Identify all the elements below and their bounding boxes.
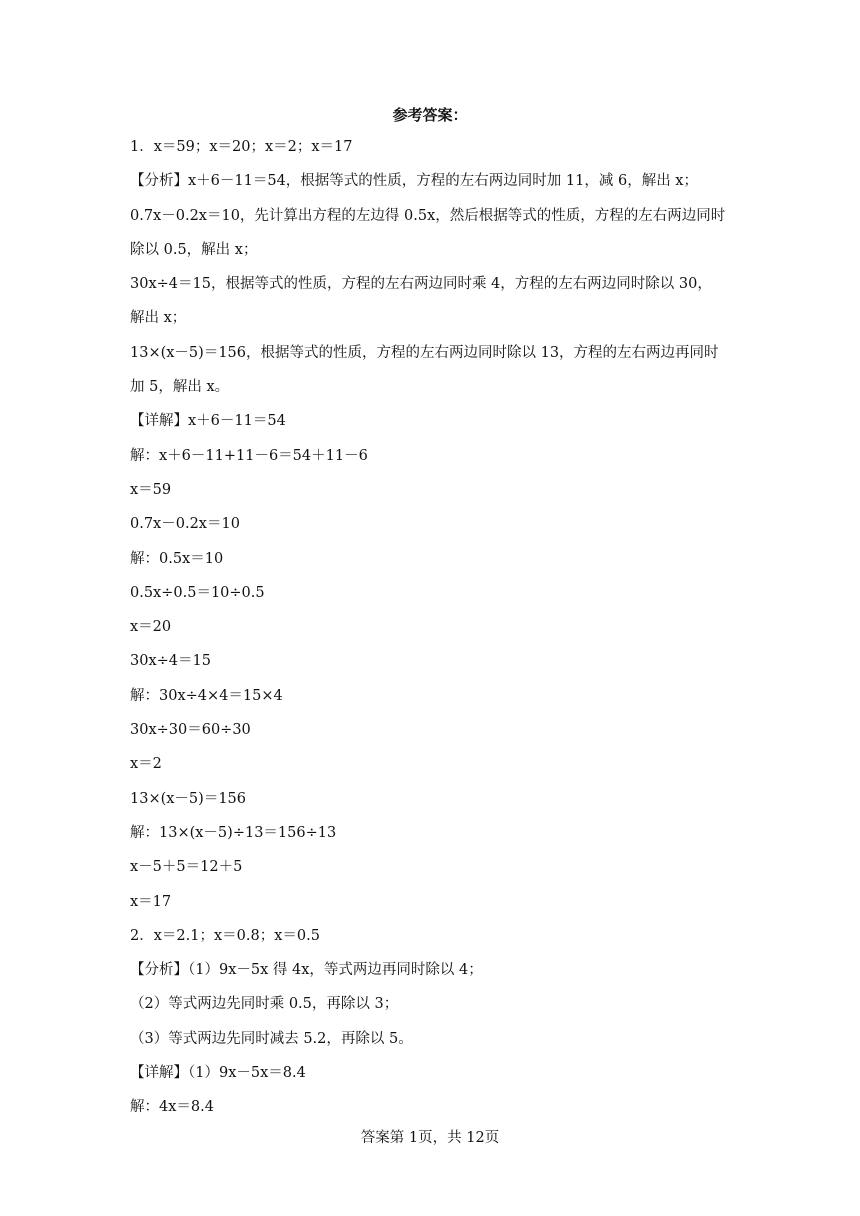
solution-line: 13×(x－5)＝156 xyxy=(130,790,246,807)
solution-line: x＝17 xyxy=(130,893,172,910)
analysis-line: （2）等式两边先同时乘 0.5，再除以 3； xyxy=(130,996,399,1013)
analysis-line: 【分析】（1）9x－5x 得 4x，等式两边再同时除以 4； xyxy=(130,962,483,979)
solution-line: x＝20 xyxy=(130,619,172,636)
solution-line: 30x÷30＝60÷30 xyxy=(130,722,251,739)
solution-line: 解：30x÷4×4＝15×4 xyxy=(130,687,283,704)
solution-line: 30x÷4＝15 xyxy=(130,653,211,670)
solution-line: 0.5x÷0.5＝10÷0.5 xyxy=(130,584,265,601)
analysis-line: 【分析】x＋6－11＝54，根据等式的性质，方程的左右两边同时加 11，减 6，解出 x； xyxy=(130,173,698,190)
solution-line: x＝59 xyxy=(130,481,172,498)
page-footer: 答案第 1页，共 12页 xyxy=(360,1130,500,1146)
analysis-line: 加 5，解出 x。 xyxy=(130,379,230,396)
analysis-line: 解出 x； xyxy=(130,310,187,327)
analysis-line: 13×(x－5)＝156，根据等式的性质，方程的左右两边同时除以 13，方程的左右两边再同时 xyxy=(130,344,719,361)
analysis-line: 30x÷4＝15，根据等式的性质，方程的左右两边同时乘 4，方程的左右两边同时除以 30， xyxy=(130,276,712,293)
solution-line: 【详解】（1）9x－5x＝8.4 xyxy=(130,1065,306,1082)
answer-2-summary: 2．x＝2.1；x＝0.8；x＝0.5 xyxy=(130,927,320,944)
answer-1-summary: 1．x＝59；x＝20；x＝2；x＝17 xyxy=(130,139,353,155)
analysis-line: 除以 0.5，解出 x； xyxy=(130,241,258,258)
solution-line: x－5＋5＝12＋5 xyxy=(130,859,243,876)
solution-line: 解：0.5x＝10 xyxy=(130,550,224,567)
solution-line: 解：13×(x－5)÷13＝156÷13 xyxy=(130,824,337,841)
solution-line: x＝2 xyxy=(130,756,162,773)
solution-line: 解：x＋6－11+11－6＝54＋11－6 xyxy=(130,447,368,464)
analysis-line: 0.7x－0.2x＝10，先计算出方程的左边得 0.5x，然后根据等式的性质，方程的左右两边同时 xyxy=(130,207,726,224)
answer-content xyxy=(130,130,750,1125)
analysis-line: （3）等式两边先同时减去 5.2，再除以 5。 xyxy=(130,1030,413,1047)
solution-line: 0.7x－0.2x＝10 xyxy=(130,516,240,533)
solution-line: 【详解】x＋6－11＝54 xyxy=(130,413,286,430)
solution-line: 解：4x＝8.4 xyxy=(130,1099,214,1116)
page-title: 参考答案： xyxy=(392,106,468,124)
